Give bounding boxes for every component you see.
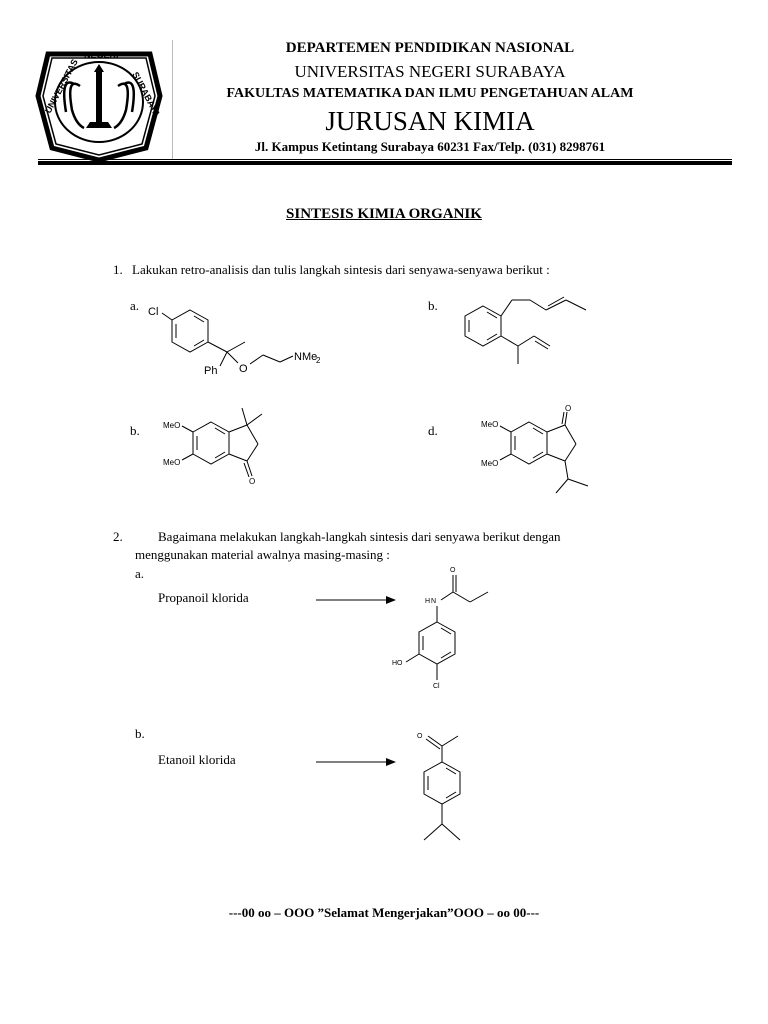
q2-number: 2. bbox=[113, 529, 123, 544]
header-rule-thick bbox=[38, 161, 732, 165]
svg-text:O: O bbox=[249, 477, 256, 486]
svg-text:UNIVERSITAS: UNIVERSITAS bbox=[42, 57, 80, 115]
q1-number: 1. bbox=[113, 262, 123, 277]
svg-text:O: O bbox=[417, 733, 423, 740]
structure-2b bbox=[410, 724, 470, 848]
svg-text:H: H bbox=[425, 598, 431, 605]
university-logo bbox=[28, 36, 170, 162]
q1-label-c: b. bbox=[130, 423, 140, 438]
structure-2a bbox=[388, 562, 498, 692]
svg-text:MeO: MeO bbox=[481, 420, 499, 429]
q2-arrow-b bbox=[314, 755, 398, 769]
q1-text: Lakukan retro-analisis dan tulis langkah sintesis dari senyawa-senyawa berikut : bbox=[132, 262, 550, 277]
closing-line: ---00 oo – OOO ”Selamat Mengerjakan”OOO – oo 00--- bbox=[228, 905, 540, 920]
header-line-1: DEPARTEMEN PENDIDIKAN NASIONAL bbox=[285, 40, 575, 56]
q2-text-line1: Bagaimana melakukan langkah-langkah sintesis dari senyawa berikut dengan bbox=[158, 529, 561, 544]
q2-reagent-a: Propanoil klorida bbox=[158, 590, 249, 605]
svg-text:O: O bbox=[565, 404, 572, 413]
q1-label-d: d. bbox=[428, 423, 438, 438]
q1-label-a: a. bbox=[130, 298, 140, 313]
q2-label-a: a. bbox=[135, 566, 145, 581]
header-line-3: FAKULTAS MATEMATIKA DAN ILMU PENGETAHUAN ALAM bbox=[226, 86, 634, 101]
structure-1d bbox=[478, 400, 596, 498]
svg-text:O: O bbox=[239, 363, 248, 375]
svg-text:O: O bbox=[450, 567, 456, 574]
svg-text:MeO: MeO bbox=[163, 458, 181, 467]
structure-1b bbox=[460, 294, 590, 366]
svg-text:MeO: MeO bbox=[163, 421, 181, 430]
q2-arrow-a bbox=[314, 593, 398, 607]
svg-text:HO: HO bbox=[392, 660, 403, 667]
svg-text:NEGERI: NEGERI bbox=[84, 50, 119, 60]
q2-label-b: b. bbox=[135, 726, 145, 741]
svg-text:Cl: Cl bbox=[148, 306, 159, 318]
header-rule-thin bbox=[38, 159, 732, 160]
svg-text:2: 2 bbox=[316, 356, 321, 365]
header-line-4: JURUSAN KIMIA bbox=[325, 106, 535, 136]
q2-reagent-b: Etanoil klorida bbox=[158, 752, 236, 767]
svg-text:NMe: NMe bbox=[294, 351, 318, 363]
svg-text:Ph: Ph bbox=[204, 365, 218, 377]
svg-text:Cl: Cl bbox=[433, 683, 440, 690]
header-line-2: UNIVERSITAS NEGERI SURABAYA bbox=[294, 62, 566, 81]
svg-text:MeO: MeO bbox=[481, 459, 499, 468]
structure-1c bbox=[160, 405, 280, 487]
header-address: Jl. Kampus Ketintang Surabaya 60231 Fax/Telp. (031) 8298761 bbox=[254, 139, 606, 154]
page-title: SINTESIS KIMIA ORGANIK bbox=[286, 206, 482, 222]
q2-text-line2: menggunakan material awalnya masing-masing : bbox=[135, 547, 390, 562]
svg-text:N: N bbox=[431, 598, 437, 605]
q1-label-b: b. bbox=[428, 298, 438, 313]
svg-text:SURABAYA: SURABAYA bbox=[130, 70, 163, 119]
structure-1a bbox=[145, 296, 345, 382]
